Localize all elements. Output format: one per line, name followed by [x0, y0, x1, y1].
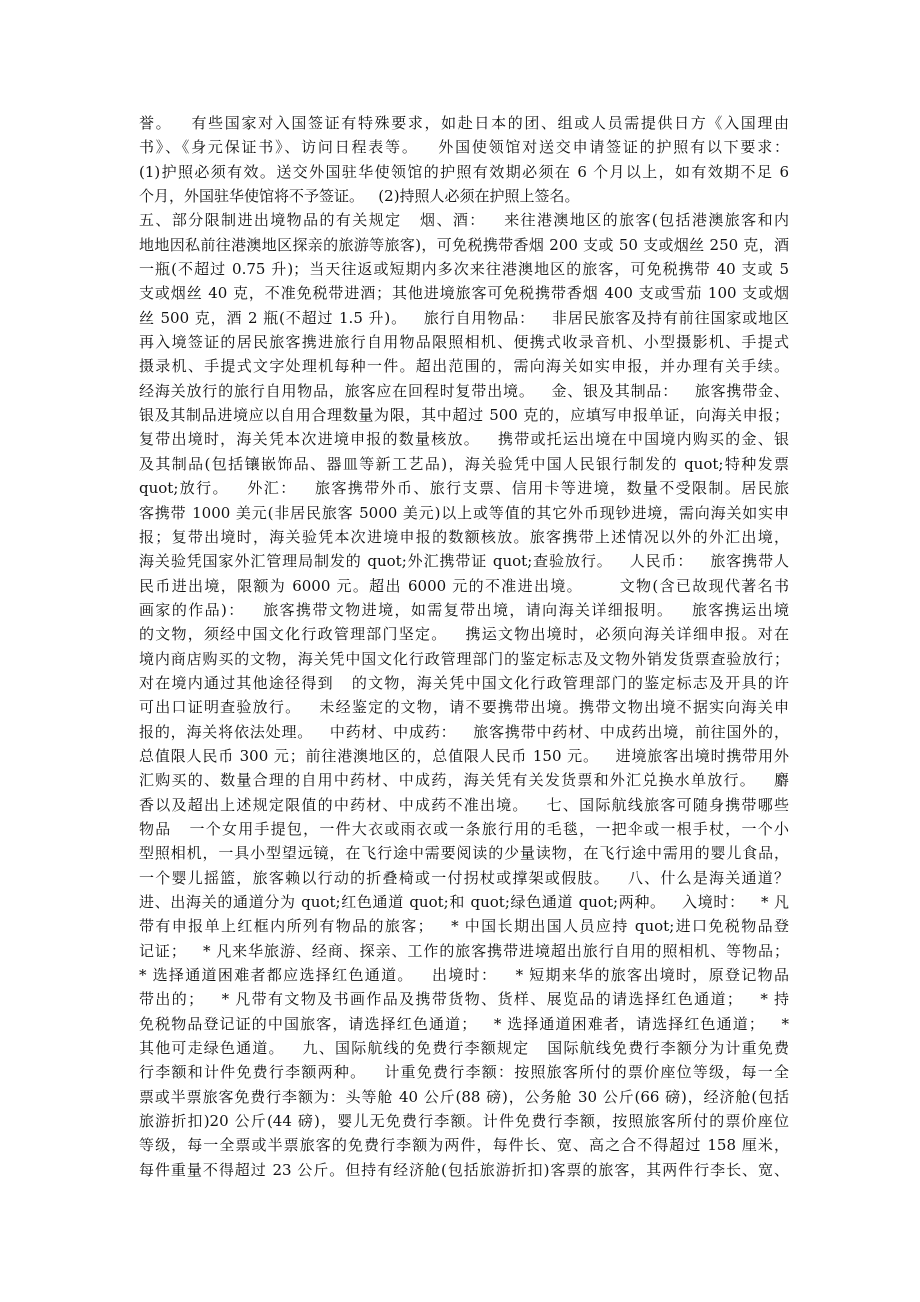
text-line: 经海关放行的旅行自用物品，旅客应在回程时复带出境。 金、银及其制品： 旅客携带金、 [139, 381, 789, 400]
text-line: 对在境内通过其他途径得到 的文物，海关凭中国文化行政管理部门的鉴定标志及开具的许 [139, 673, 789, 692]
text-line: 等级，每一全票或半票旅客的免费行李额为两件，每件长、宽、高之合不得超过 158 厘米， [139, 1136, 789, 1155]
text-line: 的文物，须经中国文化行政管理部门坚定。 携运文物出境时，必须向海关详细申报。对在 [139, 625, 789, 644]
text-line: 票或半票旅客免费行李额为：头等舱 40 公斤(88 磅)，公务舱 30 公斤(66 磅)，经济舱(包括 [139, 1087, 789, 1106]
text-line: 银及其制品进境应以自用合理数量为限，其中超过 500 克的，应填写申报单证，向海关申报； [139, 406, 789, 425]
text-line: 报的，海关将依法处理。 中药材、中成药： 旅客携带中药材、中成药出境，前往国外的， [139, 722, 789, 741]
text-line: 摄录机、手提式文字处理机每种一件。超出范围的，需向海关如实申报，并办理有关手续。 [139, 357, 789, 376]
text-line: 物品 一个女用手提包，一件大衣或雨衣或一条旅行用的毛毯，一把伞或一根手杖，一个小 [139, 819, 789, 838]
text-line: 地地因私前往港澳地区探亲的旅游等旅客)，可免税携带香烟 200 支或 50 支或烟丝 250 克，酒 [139, 235, 789, 254]
text-line: 个月，外国驻华使馆将不予签证。 (2)持照人必须在护照上签名。 [139, 187, 580, 206]
text-line: 境内商店购买的文物，海关凭中国文化行政管理部门的鉴定标志及文物外销发货票查验放行； [139, 649, 789, 668]
text-line: (1)护照必须有效。送交外国驻华使领馆的护照有效期必须在 6 个月以上，如有效期不足 6 [139, 162, 789, 181]
text-line: 再入境签证的居民旅客携进旅行自用物品限照相机、便携式收录音机、小型摄影机、手提式 [139, 333, 789, 352]
text-line: 香以及超出上述规定限值的中药材、中成药不准出境。 七、国际航线旅客可随身携带哪些 [139, 795, 789, 814]
text-line: 每件重量不得超过 23 公斤。但持有经济舱(包括旅游折扣)客票的旅客，其两件行李长、宽、 [139, 1160, 789, 1179]
text-line: 记证； * 凡来华旅游、经商、探亲、工作的旅客携带进境超出旅行自用的照相机、等物品； [139, 941, 789, 960]
text-line: 书》、《身元保证书》、访问日程表等。 外国使领馆对送交申请签证的护照有以下要求： [139, 138, 789, 157]
text-line: 一瓶(不超过 0.75 升)；当天往返或短期内多次来往港澳地区的旅客，可免税携带 40 支或 5 [139, 260, 789, 279]
text-line: 一个婴儿摇篮，旅客赖以行动的折叠椅或一付拐杖或撑架或假肢。 八、什么是海关通道？ [139, 868, 789, 887]
text-line: quot;放行。 外汇： 旅客携带外币、旅行支票、信用卡等进境，数量不受限制。居民旅 [139, 479, 789, 498]
text-line: 进、出海关的通道分为 quot;红色通道 quot;和 quot;绿色通道 quot;两种。 入境时： * 凡 [139, 893, 789, 911]
text-line: 客携带 1000 美元(非居民旅客 5000 美元)以上或等值的其它外币现钞进境，需向海关如实申 [139, 503, 789, 522]
text-line: 报；复带出境时，海关验凭本次进境申报的数额核放。旅客携带上述情况以外的外汇出境， [139, 527, 789, 546]
text-line: 海关验凭国家外汇管理局制发的 quot;外汇携带证 quot;查验放行。 人民币： 旅客携带人 [139, 552, 789, 571]
text-line: 誉。 有些国家对入国签证有特殊要求，如赴日本的团、组或人员需提供日方《入国理由 [139, 114, 789, 132]
text-line: 带有申报单上红框内所列有物品的旅客； * 中国长期出国人员应持 quot;进口免税物品登 [139, 917, 789, 936]
text-line: 其他可走绿色通道。 九、国际航线的免费行李额规定 国际航线免费行李额分为计重免费 [139, 1039, 789, 1058]
text-line: 行李额和计件免费行李额两种。 计重免费行李额：按照旅客所付的票价座位等级，每一全 [139, 1063, 789, 1082]
text-line: * 选择通道困难者都应选择红色通道。 出境时： * 短期来华的旅客出境时，原登记物品 [139, 966, 789, 985]
text-line: 民币进出境，限额为 6000 元。超出 6000 元的不准进出境。 文物(含已故现代著名书 [139, 576, 789, 595]
text-line: 汇购买的、数量合理的自用中药材、中成药，海关凭有关发货票和外汇兑换水单放行。 麝 [139, 771, 789, 790]
text-line: 及其制品(包括镶嵌饰品、器皿等新工艺品)，海关验凭中国人民银行制发的 quot;特种发票 [139, 454, 789, 473]
text-line: 五、部分限制进出境物品的有关规定 烟、酒： 来往港澳地区的旅客(包括港澳旅客和内 [139, 211, 789, 230]
text-line: 总值限人民币 300 元；前往港澳地区的，总值限人民币 150 元。 进境旅客出境时携带用外 [139, 746, 789, 765]
text-line: 型照相机，一具小型望远镜，在飞行途中需要阅读的少量读物，在飞行途中需用的婴儿食品， [139, 844, 789, 863]
text-line: 旅游折扣)20 公斤(44 磅)，婴儿无免费行李额。计件免费行李额，按照旅客所付的票价座位 [139, 1112, 789, 1131]
body-text [139, 111, 789, 1182]
text-line: 支或烟丝 40 克，不准免税带进酒；其他进境旅客可免税携带香烟 400 支或雪茄 100 支或烟 [139, 284, 789, 303]
text-line: 复带出境时，海关凭本次进境申报的数量核放。 携带或托运出境在中国境内购买的金、银 [139, 430, 789, 449]
text-line: 免税物品登记证的中国旅客，请选择红色通道； * 选择通道困难者，请选择红色通道； * [139, 1014, 789, 1033]
text-line: 丝 500 克，酒 2 瓶(不超过 1.5 升)。 旅行自用物品： 非居民旅客及持有前往国家或地区 [139, 308, 789, 327]
text-line: 可出口证明查验放行。 未经鉴定的文物，请不要携带出境。携带文物出境不据实向海关申 [139, 698, 789, 717]
text-line: 带出的； * 凡带有文物及书画作品及携带货物、货样、展览品的请选择红色通道； * 持 [139, 990, 789, 1009]
text-line: 画家的作品)： 旅客携带文物进境，如需复带出境，请向海关详细报明。 旅客携运出境 [139, 600, 789, 619]
